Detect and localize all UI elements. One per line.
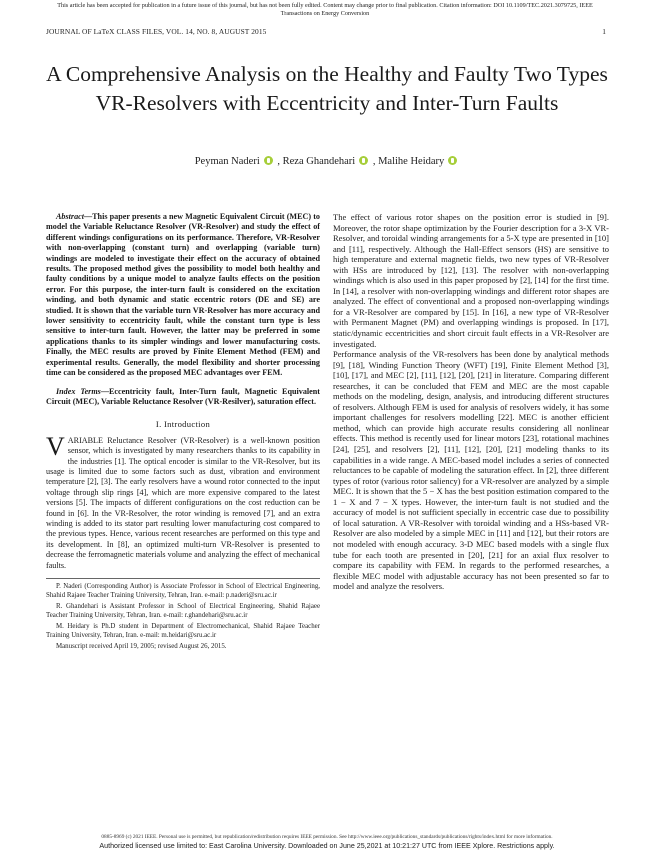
abstract-label: Abstract — [56, 212, 84, 221]
author-separator: , — [274, 156, 283, 167]
index-terms-label: Index Terms — [56, 386, 101, 396]
body-paragraph: Performance analysis of the VR-resolvers has been done by analytical methods [9], [18], Winding Function Theory (WFT) [19], Finite Element Method [3], [10], [17], and MEC [2], [11], [12], [20], [21] in literature. Comparing different researches, it can be concluded that FEM and MEC are the most capable methods on the modeling, design, analysis, and introducing different structures of resolvers. Although FEM is used for analysis of resolvers widely, it has some important challenges for resolvers modelling [22]. MEC is another efficient method, which can provide high accurate results considering all nonlinear effects. This method is recently used for linear motors [23], rotational machines [24], [25], and resolvers [2], [11], [12], [20], [21] modeling thanks to its capabilities in a wide range. A MEC-based model includes a series of connected reluctances to be capable of modeling the saturation effect. In [2], three different types of rotor (various rotor saliency) for a VR-resolver are analyzed by a simple MEC. It is shown that the 5 − X has the best position estimation compared to the 1 − X and 7 − X types. However, the inter-turn fault is not studied and the accuracy of model is not sufficient specially in eccentric case due to possibility of local saturation. A VR-Resolver with toroidal winding and a HSs-based VR-Resolver are also modeled by a simple MEC in [11] and [12], but their rotors are not modeled with enough accuracy. 3-D MEC based models with a single flux tube for each tooth are presented in [20], [21] for an axial flux resolver to compare its capability with FEM. In regards to the performed researches, a flexible MEC model with adjustable accuracy has not been presented so far to model and analyze the resolvers. — [333, 349, 609, 592]
banner-line-2: Transactions on Energy Conversion — [280, 10, 370, 17]
journal-name: JOURNAL OF LaTeX CLASS FILES, VOL. 14, NO. 8, AUGUST 2015 — [46, 27, 267, 36]
orcid-icon[interactable] — [264, 156, 273, 165]
footnote: M. Heidary is Ph.D student in Department of Electromechanical, Shahid Rajaee Teacher Training University, Tehran, Iran. e-mail: m.heidari@sru.ac.ir — [46, 623, 320, 639]
author-name: Reza Ghandehari — [282, 156, 356, 167]
banner-line-1: This article has been accepted for publication in a future issue of this journal, but has not been fully edited. Content may change prior to final publication. Citation information: DOI 10.1109/TEC.2021.3079725, IEEE — [57, 2, 593, 9]
abstract — [46, 212, 320, 379]
author-name: Peyman Naderi — [194, 156, 260, 167]
index-terms-text: —Eccentricity fault, Inter-Turn fault, Magnetic Equivalent Circuit (MEC), Variable Reluctance Resolver (VR-Resilver), saturation effect. — [46, 386, 320, 406]
intro-text: ARIABLE Reluctance Resolver (VR-Resolver) is a well-known position sensor, which is investigated by many researchers thanks to its capability in the industries [1]. The optical encoder is similar to the VR-Resolver, but its usage is limited due to some factors such as dust, vibration and environment temperature [2], [3]. The early resolvers have a wound rotor connected to the input voltage through slip rings [4], which are more expensive compared to the latest versions [5]. The impacts of different configurations on the cost reduction can be found in [6]. In the VR-Resolver, the rotor winding is removed [7], and an extra winding is added to its stator part resulting lower manufacturing cost compared to the previous types. Hence, various recent researches are performed on this type and its development. In [8], an optimized multi-turn VR-Resolver is presented to decrease the ferromagnetic materials volume and analyzing the effect of mechanical faults. — [46, 435, 320, 570]
page-number: 1 — [602, 27, 606, 36]
license-notice: Authorized licensed use limited to: East Carolina University. Downloaded on June 25,2021 at 10:21:27 UTC from IEEE Xplore. Restrictions apply. — [99, 842, 555, 850]
index-terms — [46, 387, 320, 408]
author-separator: , — [370, 156, 379, 167]
abstract-text: —This paper presents a new Magnetic Equivalent Circuit (MEC) to model the Variable Reluctance Resolver (VR-Resolver) and study the effect of different windings configurations on its performance. Therefore, VR-Resolver with non-overlapping (constant turn) and overlapping (variable turn) windings are modeled to investigate their effect on the accuracy of obtained results. The proposed method gives the possibility to model both healthy and faulty conditions by a unique model to analyze faults effects on the position error. For this purpose, the inter-turn fault is considered on the excitation winding, and both dynamic and static eccentric rotors (DE and SE) are studied. It is shown that the variable turn VR-Resolver has more accuracy and lower sensitivity to eccentricity fault, while the constant turn type is less sensitive to inter-turn fault. However, the latter may be preferred in some applications thanks to its simpler windings and lower manufacturing costs. Finally, the MEC results are proved by Finite Element Method (FEM) and experimental results. Generally, the model flexibility and shorter processing time can be considered as the proposed MEC advantages over FEM. — [46, 212, 320, 378]
footnote: R. Ghandehari is Assistant Professor in School of Electrical Engineering, Shahid Rajaee Teacher Training University, Tehran, Iran. e-mail: r.ghandehari@sru.ac.ir — [46, 603, 320, 619]
footnote: Manuscript received April 19, 2005; revised August 26, 2015. — [56, 643, 227, 650]
author-name: Malihe Heidary — [378, 156, 445, 167]
footnote: P. Naderi (Corresponding Author) is Associate Professor in School of Electrical Engineering, Shahid Rajaee Teacher Training University, Tehran, Iran. e-mail: p.naderi@sru.ac.ir — [46, 583, 320, 599]
intro-paragraph — [46, 431, 320, 571]
acceptance-banner — [6, 2, 644, 18]
copyright-notice: 0885-8969 (c) 2021 IEEE. Personal use is permitted, but republication/redistribution requires IEEE permission. See http://www.ieee.org/publications_standards/publications/rights/index.html for more information. — [101, 834, 553, 840]
paper-title: A Comprehensive Analysis on the Healthy and Faulty Two Types VR-Resolvers with Eccentricity and Inter-Turn Faults — [46, 62, 608, 115]
author-footnotes — [46, 578, 320, 652]
right-column — [333, 212, 609, 592]
drop-cap: V — [46, 431, 65, 461]
left-column — [46, 212, 320, 655]
author-list — [40, 156, 614, 167]
orcid-icon[interactable] — [359, 156, 368, 165]
section-heading: I. Introduction — [155, 419, 211, 430]
running-head — [46, 27, 606, 36]
body-paragraph: The effect of various rotor shapes on the position error is studied in [9]. Moreover, the rotor shape optimization by the Fourier description for a 3-X VR-Resolver, and toroidal winding arrangements for a 5-X type are presented in [10] and [11], respectively. Although the Hall-Effect sensors (HS) are sensitive to high temperature and external magnetic fields, two new types of VR-Resolver with HSs are introduced by [12], [13]. The resolver with non-overlapping windings which is also used in this paper proposed by [2], [14] for the first time. In [14], a resolver with non-overlapping windings and different rotor shapes are analyzed. The effect of conventional and a proposed non-overlapping windings for a VR-Resolver are compared by [15]. In [16], a new type of VR-Resolver with Permanent Magnet (PM) and overlapping windings is proposed. In [17], static/dynamic eccentricities and short circuit fault effects in a VR-Resolver are investigated. — [333, 212, 609, 349]
orcid-icon[interactable] — [448, 156, 457, 165]
